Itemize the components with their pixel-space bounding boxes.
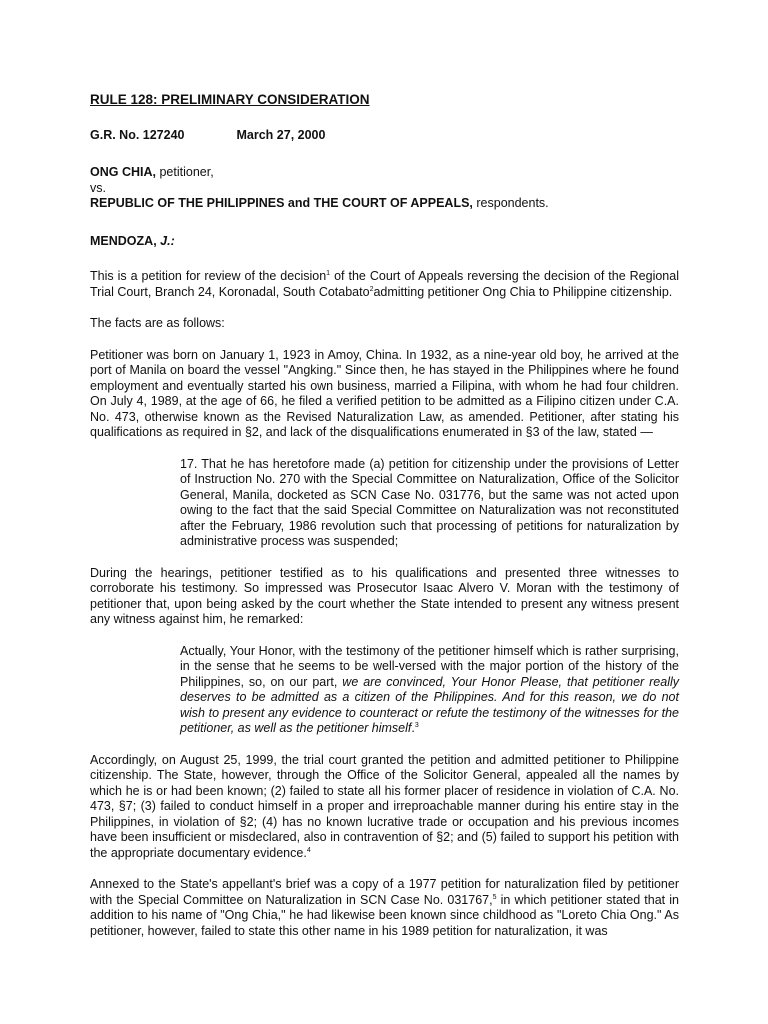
ponente-suffix: J.: <box>160 233 175 248</box>
paragraph-hearings: During the hearings, petitioner testified as to his qualifications and presented three witnesses to corroborate his testimony. So impressed was Prosecutor Isaac Alvero V. Moran with the testimony of petitioner that, upon being asked by the court whether the State intended to present any witness present any witness against him, he remarked: <box>90 565 679 626</box>
paragraph-facts-intro: The facts are as follows: <box>90 316 225 330</box>
petitioner-line <box>90 165 679 181</box>
versus: vs. <box>90 180 106 195</box>
footnote-ref-4: 4 <box>306 846 311 854</box>
footnote-ref-3: 3 <box>414 722 419 729</box>
paragraph-text: of the Court of Appeals reversing the decision of the Regional Trial Court, Branch 24, Koronadal, South Cotabato <box>90 269 679 299</box>
block-quote-petition: 17. That he has heretofore made (a) petition for citizenship under the provisions of Letter of Instruction No. 270 with the Special Committee on Naturalization, Office of the Solicitor General, Manila, docketed as SCN Case No. 031776, but the same was not acted upon owing to the fact that the said Special Committee on Naturalization was not reconstituted after the February, 1986 revolution such that processing of petitions for naturalization by administrative process was suspended; <box>180 456 679 548</box>
footnote-ref-5: 5 <box>492 893 497 901</box>
document-page <box>90 92 679 955</box>
decision-date: March 27, 2000 <box>236 127 326 142</box>
case-parties <box>90 165 679 212</box>
petitioner-name: ONG CHIA, <box>90 165 156 179</box>
paragraph-trial-court <box>90 753 679 862</box>
rule-title: RULE 128: PRELIMINARY CONSIDERATION <box>90 92 370 107</box>
ponente <box>90 234 679 250</box>
paragraph-intro <box>90 269 679 300</box>
block-quote-prosecutor <box>180 644 679 737</box>
paragraph-text: admitting petitioner Ong Chia to Philippine citizenship. <box>373 284 673 299</box>
petitioner-role: petitioner, <box>155 165 214 179</box>
gr-number: G.R. No. 127240 <box>90 127 185 142</box>
quote-italic-text: we are convinced, Your Honor Please, that petitioner really deserves to be admitted as a citizen of the Philippines. And for this reason, we do not wish to present any evidence to counteract or refute the testimony of the witnesses for the petitioner, as well as the petitioner himself <box>180 674 679 735</box>
respondents-role: respondents. <box>472 196 549 210</box>
quote-text: . <box>411 721 415 735</box>
paragraph-text: This is a petition for review of the decision <box>90 269 327 283</box>
case-number-line <box>90 128 679 144</box>
ponente-name: MENDOZA, <box>90 233 161 248</box>
paragraph-text: Accordingly, on August 25, 1999, the trial court granted the petition and admitted petitioner to Philippine citizenship. The State, however, through the Office of the Solicitor General, appealed all the names by which he is or had been known; (2) failed to state all his former placer of residence in violation of C.A. No. 473, §7; (3) failed to conduct himself in a proper and irreproachable manner during his entire stay in the Philippines, in violation of §2; (4) has no known lucrative trade or occupation and his previous incomes have been insufficient or misdeclared, also in contravention of §2; and (5) failed to support his petition with the appropriate documentary evidence. <box>90 752 679 860</box>
paragraph-text: in which petitioner stated that in addition to his name of "Ong Chia," he had likewise been known since childhood as "Loreto Chia Ong." As petitioner, however, failed to state this other name in his 1989 petition for naturalization, it was <box>90 892 679 938</box>
paragraph-annex <box>90 877 679 939</box>
paragraph-facts: Petitioner was born on January 1, 1923 in Amoy, China. In 1932, as a nine-year old boy, he arrived at the port of Manila on board the vessel "Angking." Since then, he has stayed in the Philippines where he found employment and eventually started his own business, married a Filipina, with whom he had four children. On July 4, 1989, at the age of 66, he filed a verified petition to be admitted as a Filipino citizen under C.A. No. 473, otherwise known as the Revised Naturalization Law, as amended. Petitioner, after stating his qualifications as required in §2, and lack of the disqualifications enumerated in §3 of the law, stated — <box>90 347 679 439</box>
respondents-name: REPUBLIC OF THE PHILIPPINES and THE COURT OF APPEALS, <box>90 196 473 210</box>
respondents-line <box>90 196 679 212</box>
footnote-ref-2: 2 <box>369 285 374 293</box>
footnote-ref-1: 1 <box>326 270 331 277</box>
paragraph-text: Annexed to the State's appellant's brief was a copy of a 1977 petition for naturalization filed by petitioner with the Special Committee on Naturalization in SCN Case No. 031767, <box>90 877 679 907</box>
quote-text: Actually, Your Honor, with the testimony of the petitioner himself which is rather surprising, in the sense that he seems to be well-versed with the major portion of the history of the Philippines, so, on our part, <box>180 643 679 689</box>
